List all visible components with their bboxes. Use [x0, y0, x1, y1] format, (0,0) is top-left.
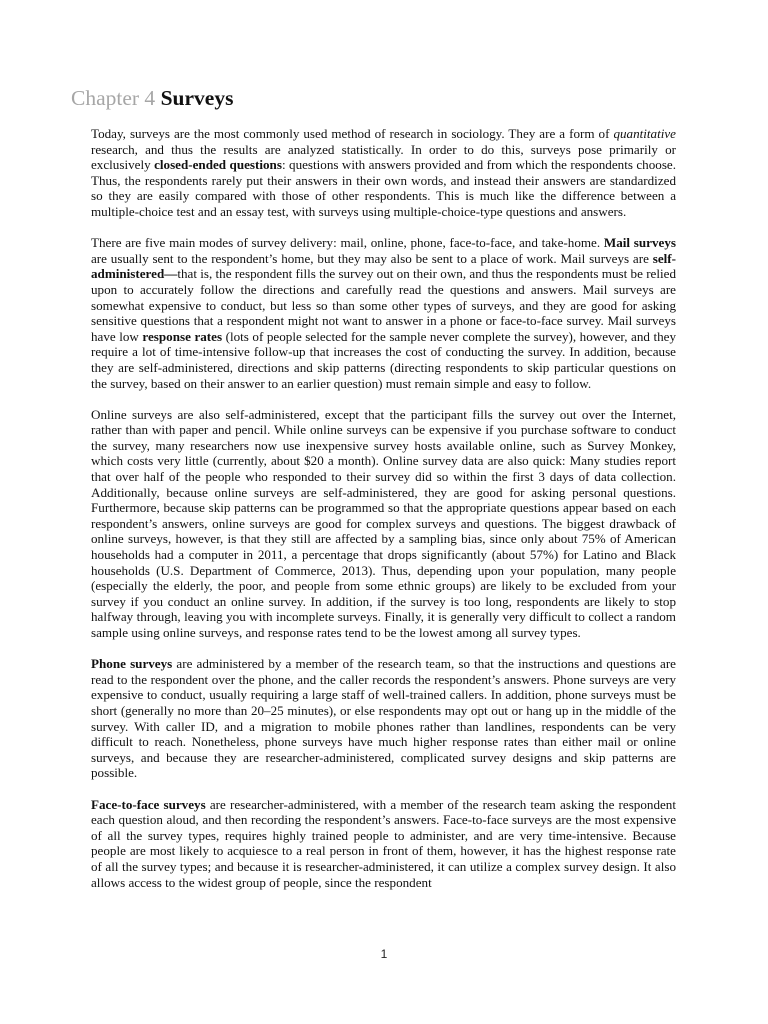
bold-term: response rates: [142, 328, 223, 344]
paragraph-intro: [91, 126, 676, 220]
text-run: are administered by a member of the research team, so that the instructions and questions are read to the respondent over the phone, and the caller records the respondent’s answers. Phone surveys are very expensive to conduct, usually requiring a large staff of well-trained callers. In addition, phone surveys must be short (generally no more than 20–25 minutes), or else respondents may opt out or hang up in the middle of the survey. With caller ID, and a migration to mobile phones rather than landlines, respondents can be very difficult to reach. Nonetheless, phone surveys have much higher response rates than either mail or online surveys, and because they are researcher-administered, complicated survey designs and skip patterns are possible.: [91, 656, 676, 781]
text-run: There are five main modes of survey delivery: mail, online, phone, face-to-face, and take-home.: [91, 235, 604, 251]
paragraph-mail-surveys: [91, 235, 676, 391]
bold-term: Face-to-face surveys: [91, 796, 206, 812]
paragraph-online-surveys: [91, 407, 676, 641]
text-run: Online surveys are also self-administered, except that the participant fills the survey out over the Internet, rather than with paper and pencil. While online surveys can be expensive if you purchase software to conduct the survey, many researchers now use inexpensive survey hosts available online, such as Survey Monkey, which costs very little (currently, about $20 a month). Online survey data are also quick: Many studies report that over half of the people who responded to their survey did so within the first 3 days of data collection. Additionally, because online surveys are self-administered, they are good for asking personal questions. Furthermore, because skip patterns can be programmed so that the appropriate questions appear based on each respondent’s answers, online surveys are good for complex surveys and questions. The biggest drawback of online surveys, however, is that they still are affected by a sampling bias, since only about 75% of American households had a computer in 2011, a percentage that drops significantly (about 57%) for Latino and Black households (U.S. Department of Commerce, 2013). Thus, depending upon your population, many people (especially the elderly, the poor, and people from some ethnic groups) are likely to be excluded from your survey if you conduct an online survey. In addition, if the survey is too long, respondents are likely to stop halfway through, leaving you with incomplete surveys. Finally, it is generally very difficult to collect a random sample using online surveys, and response rates tend to be the lowest among all survey types.: [91, 406, 676, 640]
body-text: [91, 126, 676, 906]
text-run: research, and thus the results are analyzed statistically. In order to do this, surveys pose primarily or exclusively: [91, 141, 676, 173]
bold-term: Mail surveys: [603, 235, 676, 251]
text-run: are researcher-administered, with a member of the research team asking the respondent each question aloud, and then recording the respondent’s answers. Face-to-face surveys are the most expensive of all the survey types, requires highly trained people to administer, and are very time-intensive. Because people are most likely to acquiesce to a real person in front of them, however, it has the highest response rate of all the survey types; and because it is researcher-administered, it can utilize a complex survey design. It also allows access to the widest group of people, since the respondent: [91, 796, 676, 890]
bold-term: self-administered—: [91, 250, 676, 282]
chapter-title: Surveys: [160, 86, 234, 110]
text-run: Today, surveys are the most commonly used method of research in sociology. They are a form of: [91, 126, 614, 141]
paragraph-phone-surveys: [91, 656, 676, 781]
text-run: : questions with answers provided and from which the respondents choose. Thus, the respondents rarely put their answers in their own words, and instead their answers are standardized so they are easily compared with those of other respondents. This is much like the difference between a multiple-choice test and an essay test, with surveys using multiple-choice-type questions and answers.: [91, 157, 677, 219]
text-run: (lots of people selected for the sample never complete the survey), however, and they require a lot of time-intensive follow-up that increases the cost of conducting the survey. In addition, because they are self-administered, directions and skip patterns (directing respondents to skip particular questions on the survey, based on their answer to an earlier question) must remain simple and easy to follow.: [91, 328, 676, 391]
italic-term: quantitative: [613, 126, 676, 141]
text-run: that is, the respondent fills the survey out on their own, and thus the respondents must be relied upon to accurately follow the directions and carefully read the questions and answers. Mail surveys are somewhat expensive to conduct, but less so than some other types of surveys, and they are good for asking sensitive questions that a respondent might not want to answer in a phone or face-to-face survey. Mail surveys have low: [91, 266, 676, 344]
paragraph-face-to-face-surveys: [91, 797, 676, 891]
page-number: 1: [380, 947, 388, 961]
bold-term: closed-ended questions: [154, 157, 282, 173]
text-run: are usually sent to the respondent’s home, but they may also be sent to a place of work. Mail surveys are: [91, 250, 653, 266]
chapter-label: Chapter 4: [71, 86, 156, 110]
bold-term: Phone surveys: [91, 656, 173, 672]
chapter-heading: [71, 84, 233, 112]
